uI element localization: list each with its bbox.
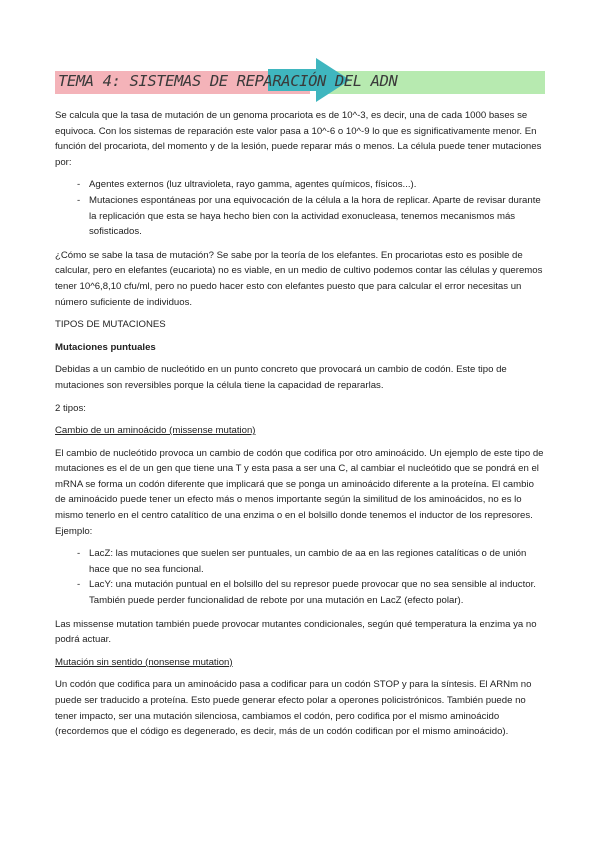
subheading-missense: Cambio de un aminoácido (missense mutation) [55,425,256,437]
examples-list [55,546,545,608]
subheading-nonsense: Mutación sin sentido (nonsense mutation) [55,656,233,668]
section-heading-types: TIPOS DE MUTACIONES [55,319,166,331]
list-item: - Mutaciones espontáneas por una equivocación de la célula a la hora de replicar. Aparte de revisar durante la replicación que esta se haya hecho bien con la actividad exonucleasa, tenemos mecanismos más sofisticados. [55,193,545,240]
missense-paragraph: El cambio de nucleótido provoca un cambio de codón que codifica por otro aminoácido. Un ejemplo de este tipo de mutaciones es el de un gen que tiene una T y esta pasa a ser una C, al cambiar el nucleótido que se pondrá en el mRNA se forma un codón diferente que implicará que se ponga un aminoácido diferente a la proteína. El cambio de aminoácido puede tener un efecto más o menos importante según la similitud de los aminoácidos, no es lo mismo tenerlo en el centro catalítico de una enzima o en el bolsillo donde tenemos el inductor de los represores. Ejemplo: [55,447,544,537]
list-item: - LacZ: las mutaciones que suelen ser puntuales, un cambio de aa en las regiones catalíticas o de unión hace que no sea funcional. [55,546,545,577]
two-types-label: 2 tipos: [55,402,86,414]
elephants-paragraph: ¿Cómo se sabe la tasa de mutación? Se sabe por la teoría de los elefantes. En procariotas esto es posible de calcular, pero en elefantes (eucariota) no es viable, en un medio de cultivo podemos contar las células y queremos tener 10^6,8,10 cfu/ml, pero no puedo hacer esto con elefantes puesto que para calcular el error necesitas un número suficiente de individuos. [55,249,543,308]
title-banner [55,58,545,102]
nonsense-paragraph: Un codón que codifica para un aminoácido pasa a codificar para un codón STOP y para la síntesis. El ARNm no puede ser traducido a proteína. Esto puede generar efecto polar a operones policistrónicos. También puede no tener impacto, ser una mutación silenciosa, cambiamos el codón, pero codifica por el mismo aminoácido (recordemos que el código es degenerado, es decir, más de un codón codifican por el mismo aminoácido). [55,679,532,738]
intro-paragraph: Se calcula que la tasa de mutación de un genoma procariota es de 10^-3, es decir, una de cada 1000 bases se equivoca. Con los sistemas de reparación este valor pasa a 10^-6 o 10^-9 lo que es significativamente menor. En función del procariota, del momento y de la lesión, puede reparar más o menos. La célula puede tener mutaciones por: [55,110,542,168]
section-heading-point-mutations: Mutaciones puntuales [55,341,156,353]
document-body [55,108,545,747]
point-mutations-paragraph: Debidas a un cambio de nucleótido en un punto concreto que provocará un cambio de codón. Este tipo de mutaciones son reversibles porque la célula tiene la capacidad de repararlas. [55,364,507,391]
list-item: - LacY: una mutación puntual en el bolsillo del su represor puede provocar que no sea sensible al inductor. También puede perder funcionalidad de rebote por una mutación en LacZ (efecto polar). [55,577,545,608]
causes-list [55,177,545,239]
page-title: TEMA 4: SISTEMAS DE REPARACIÓN DEL ADN [58,72,398,90]
conditional-paragraph: Las missense mutation también puede provocar mutantes condicionales, según qué temperatura la enzima ya no podrá actuar. [55,618,537,646]
list-item: - Agentes externos (luz ultravioleta, rayo gamma, agentes químicos, físicos...). [55,177,545,193]
